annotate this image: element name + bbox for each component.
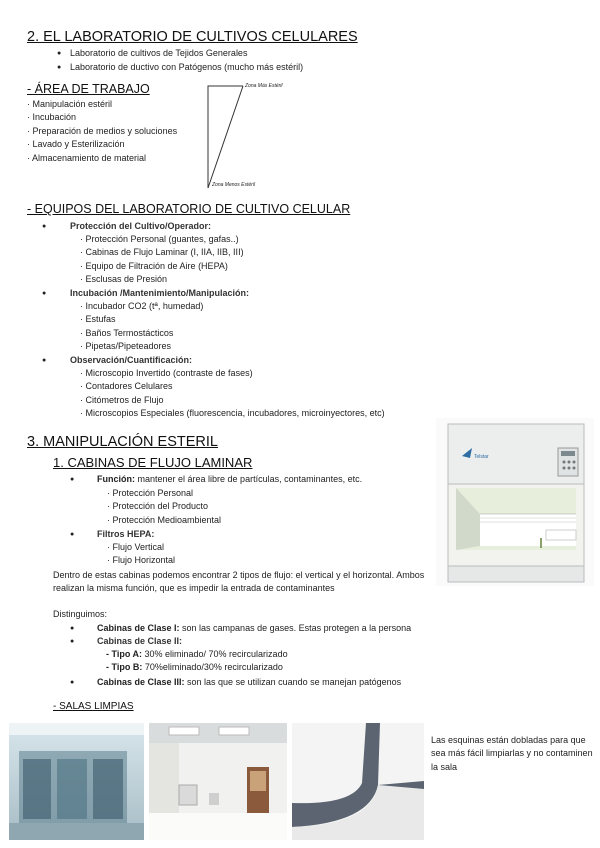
bullet-icon: ● — [42, 223, 47, 230]
function-label: Función: — [97, 474, 135, 484]
most-sterile-label: Zona Más Estéril — [245, 83, 283, 89]
laminar-cabinets-title: 1. CABINAS DE FLUJO LAMINAR — [53, 455, 253, 470]
function-text: mantener el área libre de partículas, contaminantes, etc. — [135, 474, 363, 484]
work-area-item: · Lavado y Esterilización — [27, 139, 125, 150]
group-incubation-title: Incubación /Mantenimiento/Manipulación: — [70, 288, 250, 298]
type-a-line — [106, 648, 288, 661]
type-a-text: 30% eliminado/ 70% recircularizado — [142, 649, 288, 659]
laminar-flow-cabinet-image — [436, 418, 594, 586]
flow-paragraph: Dentro de estas cabinas podemos encontrar 2 tipos de flujo: el vertical y el horizontal. Ambos realizan la misma función, que es impedir la entrada de contaminantes — [53, 570, 425, 593]
flow-item: · Flujo Vertical — [107, 542, 165, 552]
bullet-icon: ● — [70, 679, 75, 686]
function-list — [107, 487, 221, 527]
lab-type-1: Laboratorio de cultivos de Tejidos Generales — [70, 48, 248, 58]
clean-rooms-title: - SALAS LIMPIAS — [53, 701, 134, 712]
protection-item: · Protección del Producto — [107, 501, 209, 512]
least-sterile-label: Zona Menos Estéril — [212, 182, 256, 188]
protection-item: · Protección Personal — [107, 488, 194, 498]
equipment-item: · Protección Personal (guantes, gafas..) — [80, 234, 239, 244]
bullet-icon: ● — [42, 290, 47, 297]
work-area-item: · Almacenamiento de material — [27, 152, 147, 163]
section-3-title: 3. MANIPULACIÓN ESTERIL — [27, 434, 218, 450]
clean-room-photo-1 — [9, 723, 144, 840]
type-b-label: - Tipo B: — [106, 662, 143, 672]
equipment-item: · Cabinas de Flujo Laminar (I, IIA, IIB, III) — [80, 247, 244, 258]
type-b-line — [106, 661, 283, 674]
work-area-item: · Preparación de medios y soluciones — [27, 125, 178, 136]
equipment-title: - EQUIPOS DEL LABORATORIO DE CULTIVO CELULAR — [27, 202, 351, 216]
work-area-list — [27, 98, 177, 165]
protection-item: · Protección Medioambiental — [107, 514, 222, 525]
bullet-icon: ● — [70, 638, 75, 645]
class-3-label: Cabinas de Clase III: — [97, 677, 185, 687]
class-1-line — [97, 622, 411, 635]
class-1-label: Cabinas de Clase I: — [97, 623, 180, 633]
type-a-label: - Tipo A: — [106, 649, 142, 659]
clean-room-photo-2 — [149, 723, 287, 840]
bullet-icon: ● — [57, 64, 62, 71]
work-area-item: · Manipulación estéril — [27, 99, 113, 109]
group-observation-list — [80, 367, 385, 421]
distinguimos-label: Distinguimos: — [53, 609, 108, 619]
work-area-item: · Incubación — [27, 112, 77, 123]
equipment-item: · Baños Termostácticos — [80, 327, 174, 338]
equipment-item: · Esclusas de Presión — [80, 274, 168, 285]
bullet-icon: ● — [70, 531, 75, 538]
clean-room-corner-photo — [292, 723, 424, 840]
flow-item: · Flujo Horizontal — [107, 555, 176, 566]
hepa-list — [107, 541, 175, 568]
hepa-label: Filtros HEPA: — [97, 529, 155, 539]
group-observation-title: Observación/Cuantificación: — [70, 355, 193, 365]
equipment-item: · Citómetros de Flujo — [80, 394, 164, 405]
function-line — [97, 473, 362, 486]
equipment-item: · Pipetas/Pipeteadores — [80, 341, 172, 352]
equipment-item: · Microscopio Invertido (contraste de fases) — [80, 368, 253, 378]
equipment-item: · Equipo de Filtración de Aire (HEPA) — [80, 260, 228, 271]
bullet-icon: ● — [70, 625, 75, 632]
class-3-text: son las que se utilizan cuando se manejan patógenos — [184, 677, 402, 687]
bullet-icon: ● — [57, 50, 62, 57]
sterility-triangle-diagram — [200, 84, 250, 192]
equipment-item: · Estufas — [80, 314, 116, 325]
class-1-text: son las campanas de gases. Estas protegen a la persona — [179, 623, 412, 633]
group-protection-title: Protección del Cultivo/Operador: — [70, 221, 212, 231]
equipment-item: · Incubador CO2 (tª, humedad) — [80, 301, 204, 311]
equipment-item: · Contadores Celulares — [80, 381, 173, 392]
group-incubation-list — [80, 300, 203, 354]
clean-rooms-caption: Las esquinas están dobladas para que sea más fácil limpiarlas y no contaminen la sala — [431, 735, 593, 772]
group-protection-list — [80, 233, 244, 287]
bullet-icon: ● — [42, 357, 47, 364]
cabinet-brand: Telstar — [474, 454, 489, 460]
equipment-item: · Microscopios Especiales (fluorescencia, incubadores, microinyectores, etc) — [80, 408, 385, 419]
type-b-text: 70%eliminado/30% recircularizado — [142, 662, 283, 672]
class-3-line — [97, 676, 401, 689]
bullet-icon: ● — [70, 476, 75, 483]
class-2-label: Cabinas de Clase II: — [97, 636, 183, 646]
section-2-title: 2. EL LABORATORIO DE CULTIVOS CELULARES — [27, 29, 358, 45]
lab-type-2: Laboratorio de ductivo con Patógenos (mucho más estéril) — [70, 62, 304, 72]
work-area-title: - ÁREA DE TRABAJO — [27, 82, 150, 96]
